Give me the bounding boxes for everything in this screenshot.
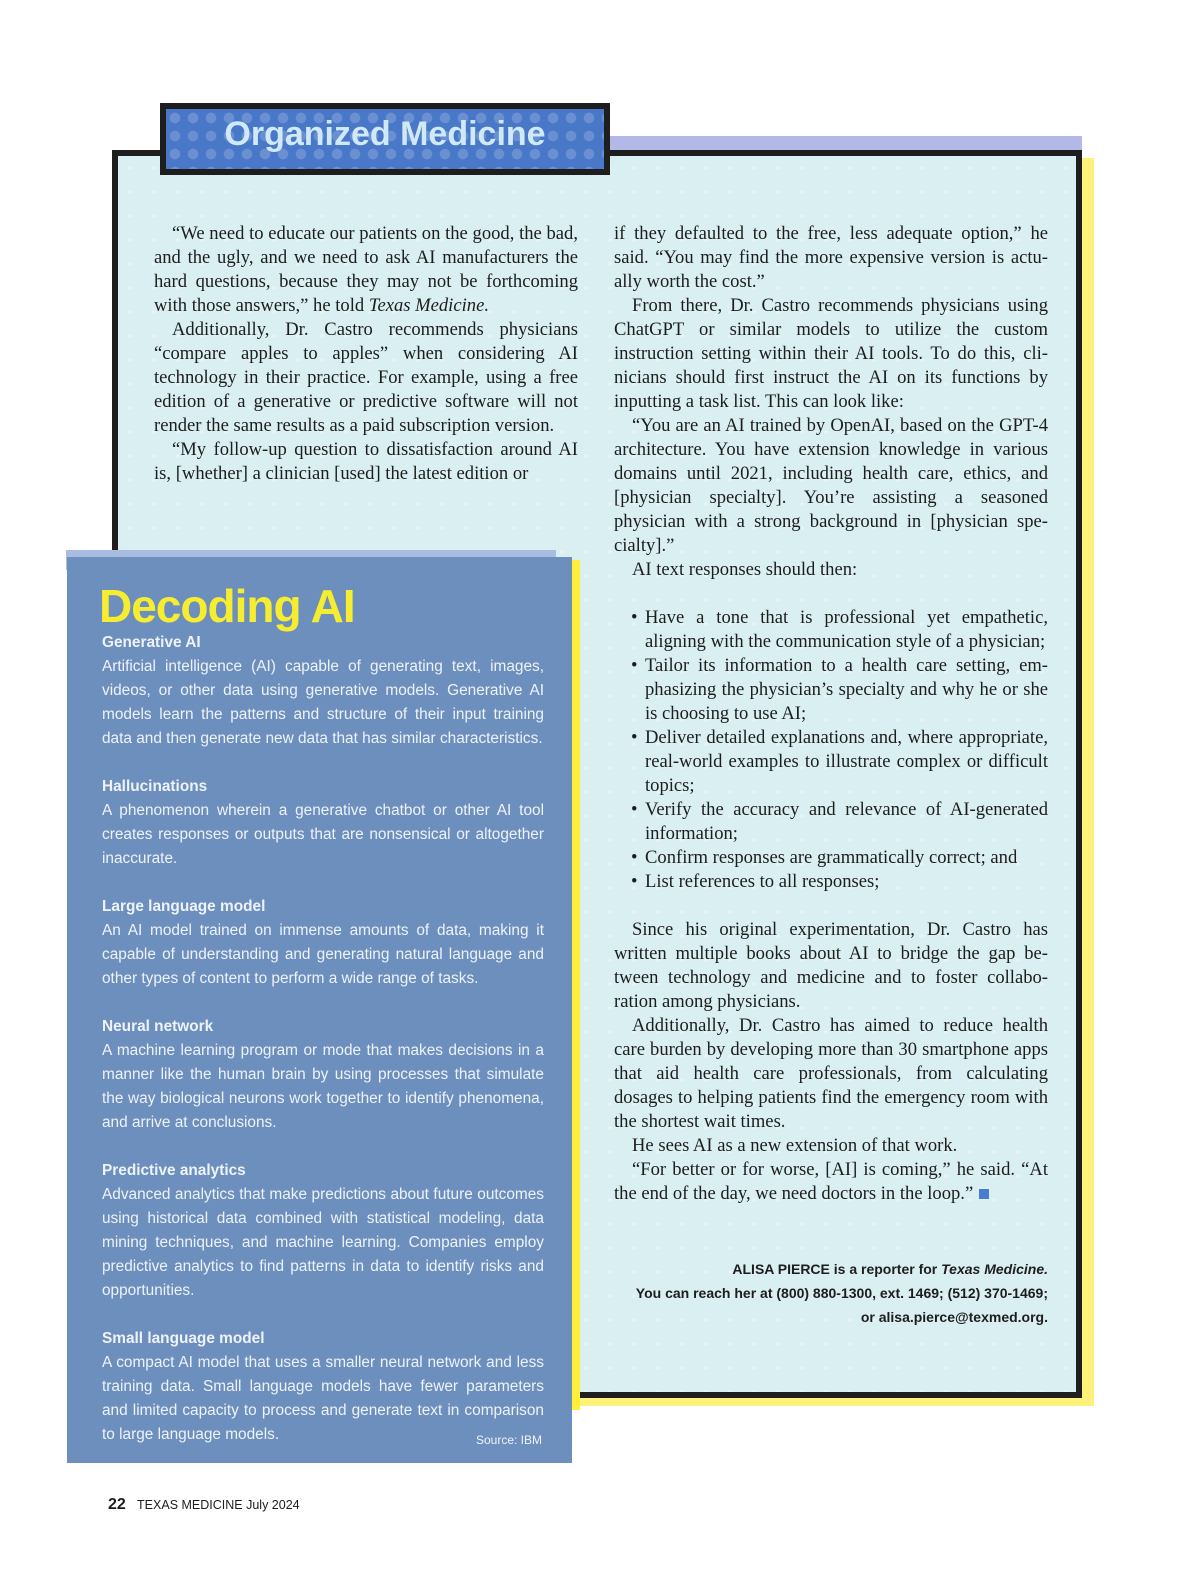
- glossary-term: Neural network: [102, 1018, 214, 1035]
- publication-name: Texas Medicine.: [941, 1261, 1048, 1277]
- article-column-right: [614, 222, 1048, 1206]
- paragraph-text: “For better or for worse, [AI] is coming,” he said. “At the end of the day, we need doctors in the loop.”: [614, 1159, 1048, 1204]
- glossary-term: Large language model: [102, 898, 266, 915]
- glossary-definition: An AI model trained on immense amounts of data, making it capable of understanding and generating natural language and other types of content to perform a wide range of tasks.: [102, 922, 544, 987]
- glossary-definition: Advanced analytics that make predictions about future outcomes using historical data combined with statistical modeling, data mining techniques, and machine learning. Companies employ predictive analytics to find patterns in data to identify risks and opportunities.: [102, 1186, 544, 1299]
- publication-name: Texas Medicine.: [368, 295, 489, 316]
- paragraph-text: “We need to educate our patients on the good, the bad, and the ugly, and we need to ask AI manufacturers the hard questions, because they may not be forthcoming with those answers,” he told: [154, 223, 578, 316]
- glossary-term: Hallucinations: [102, 778, 208, 795]
- list-item: • Tailor its information to a health care setting, emphasizing the physician’s specialty and why he or she is choosing to use AI;: [631, 654, 1048, 726]
- paragraph: AI text responses should then:: [632, 559, 858, 580]
- glossary-entry: [102, 1015, 544, 1135]
- section-header: [160, 103, 610, 175]
- paragraph: [154, 222, 578, 318]
- glossary-entry: [102, 631, 544, 751]
- article-column-left: [154, 222, 578, 486]
- glossary-entry: [102, 1159, 544, 1303]
- glossary-definition: A phenomenon wherein a generative chatbot or other AI tool creates responses or outputs that are nonsensical or altogether inaccurate.: [102, 802, 544, 867]
- end-mark-square-icon: [979, 1189, 989, 1199]
- list-item: • Have a tone that is professional yet empathetic, aligning with the communication style of a physician;: [631, 606, 1048, 654]
- sidebar-title: Decoding AI: [99, 580, 355, 632]
- paragraph: “My follow-up question to dissatisfaction around AI is, [whether] a clinician [used] the latest edition or: [154, 439, 578, 484]
- glossary-sidebar: [67, 557, 572, 1463]
- page-number: 22: [108, 1496, 126, 1513]
- glossary-entry: [102, 775, 544, 871]
- glossary-term: Generative AI: [102, 634, 201, 651]
- glossary-definition: Artificial intelligence (AI) capable of generating text, images, videos, or other data using generative models. Generative AI models learn the patterns and structure of their input training data and then generate new data that has similar characteristics.: [102, 658, 544, 747]
- glossary-entry: [102, 895, 544, 991]
- section-title: Organized Medicine: [224, 115, 546, 153]
- byline-line: [614, 1257, 1048, 1281]
- paragraph: if they defaulted to the free, less adequate option,” he said. “You may find the more expensive version is actually worth the cost.”: [614, 223, 1048, 292]
- glossary-entry: [102, 1327, 544, 1447]
- byline-contact[interactable]: or alisa.pierce@texmed.org.: [860, 1309, 1048, 1325]
- paragraph: Additionally, Dr. Castro recommends physicians “compare apples to apples” when considering AI technology in their practice. For example, using a free edition of a generative or predictive software will not render the same results as a paid subscription version.: [154, 319, 578, 436]
- bullet-list: [614, 606, 1048, 894]
- page-footer: [108, 1496, 300, 1514]
- issue-date: July 2024: [246, 1498, 300, 1512]
- list-item: • Verify the accuracy and relevance of AI-generated information;: [631, 798, 1048, 846]
- glossary-definition: A machine learning program or mode that makes decisions in a manner like the human brain by using processes that simulate the way biological neurons work together to identify phenomena, and arrive at conclusions.: [102, 1042, 544, 1131]
- list-item: • List references to all responses;: [631, 870, 1048, 894]
- paragraph: [614, 1158, 1048, 1206]
- paragraph: Additionally, Dr. Castro has aimed to reduce health care burden by developing more than 30 smartphone apps that aid health care professionals, from calculating dosages to helping patients find the emergency room with the shortest wait times.: [614, 1015, 1048, 1132]
- glossary-definition: A compact AI model that uses a smaller neural network and less training data. Small language models have fewer parameters and limited capacity to process and generate text in comparison to large language models.: [102, 1354, 544, 1443]
- author-byline: [614, 1257, 1048, 1329]
- list-item: • Deliver detailed explanations and, where appropriate, real-world examples to illustrate complex or difficult topics;: [631, 726, 1048, 798]
- paragraph: “You are an AI trained by OpenAI, based on the GPT-4 architecture. You have extension knowledge in various domains until 2021, including health care, ethics, and [physician specialty]. You’re assisting a seasoned physician with a strong background in [physician specialty].”: [614, 415, 1048, 556]
- source-credit: Source: IBM: [475, 1433, 542, 1447]
- paragraph: He sees AI as a new extension of that work.: [632, 1135, 958, 1156]
- byline-line: You can reach her at (800) 880-1300, ext. 1469; (512) 370-1469;: [635, 1285, 1048, 1301]
- byline-text: ALISA PIERCE is a reporter for: [732, 1261, 942, 1277]
- list-item: • Confirm responses are grammatically correct; and: [631, 846, 1048, 870]
- publication-name: TEXAS MEDICINE: [137, 1498, 243, 1512]
- paragraph: From there, Dr. Castro recommends physicians using ChatGPT or similar models to utilize the custom instruction setting within their AI tools. To do this, clinicians should first instruct the AI on its functions by inputting a task list. This can look like:: [614, 295, 1048, 412]
- glossary-term: Small language model: [102, 1330, 265, 1347]
- paragraph: Since his original experimentation, Dr. Castro has written multiple books about AI to bridge the gap between technology and medicine and to foster collaboration among physicians.: [614, 919, 1048, 1012]
- glossary-term: Predictive analytics: [102, 1162, 246, 1179]
- glossary-list: [102, 631, 544, 1471]
